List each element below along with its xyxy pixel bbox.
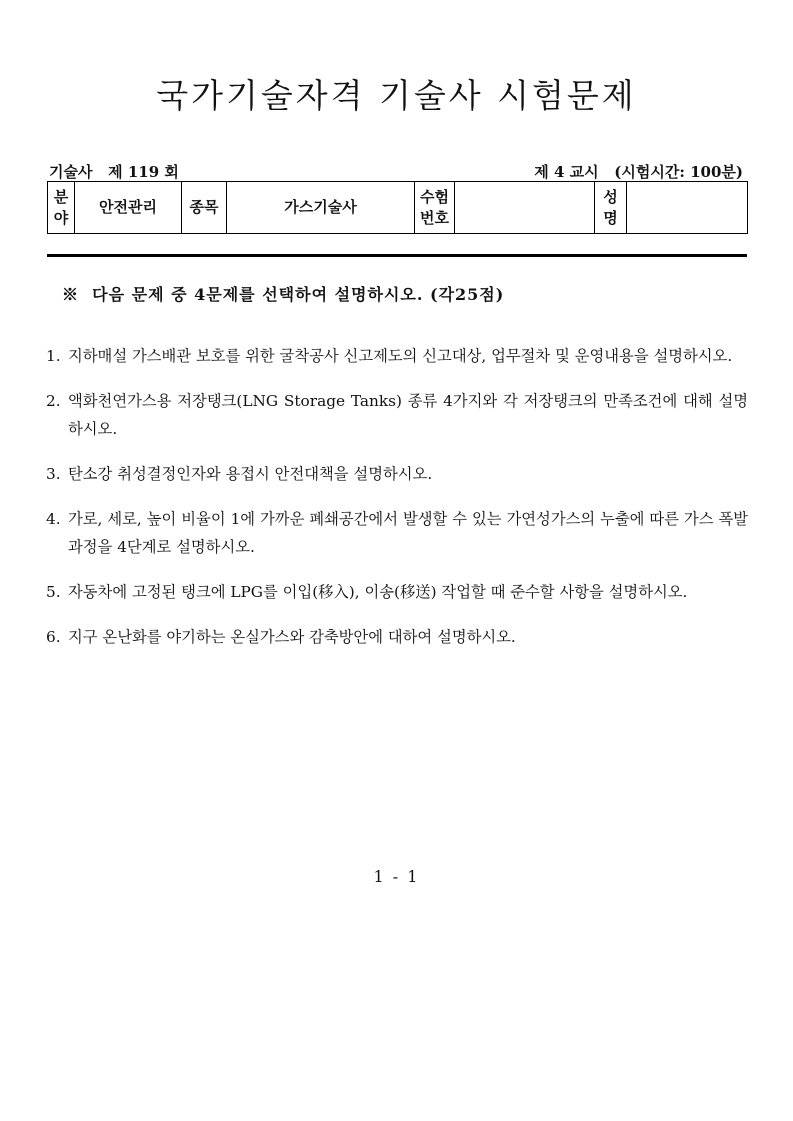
divider [47, 254, 747, 257]
page-number: 1 - 1 [373, 867, 420, 886]
question-number: 6. [46, 628, 61, 646]
exam-info-table [47, 181, 748, 234]
question-number: 4. [46, 510, 61, 528]
question-item [46, 623, 748, 651]
question-item [46, 387, 748, 443]
question-number: 2. [46, 392, 61, 410]
question-text: 자동차에 고정된 탱크에 LPG를 이입(移入), 이송(移送) 작업할 때 준수할 사항을 설명하시오. [68, 583, 688, 601]
question-text: 지구 온난화를 야기하는 온실가스와 감축방안에 대하여 설명하시오. [68, 628, 516, 646]
field-label: 분 야 [48, 182, 75, 234]
question-text: 탄소강 취성결정인자와 용접시 안전대책을 설명하시오. [68, 465, 433, 483]
item-value: 가스기술사 [227, 182, 415, 234]
question-item [46, 460, 748, 488]
exam-session: 기술사 제 119 회 [49, 163, 179, 181]
question-item [46, 505, 748, 561]
exam-number-label: 수험 번호 [415, 182, 455, 234]
question-item [46, 342, 748, 370]
exam-number-field [455, 182, 595, 234]
question-number: 5. [46, 583, 61, 601]
page-title: 국가기술자격 기술사 시험문제 [156, 76, 637, 115]
name-field [627, 182, 748, 234]
question-text: 가로, 세로, 높이 비율이 1에 가까운 폐쇄공간에서 발생할 수 있는 가연성가스의 누출에 따른 가스 폭발 과정을 4단계로 설명하시오. [68, 510, 748, 556]
question-number: 1. [46, 347, 61, 365]
question-number: 3. [46, 465, 61, 483]
question-item [46, 578, 748, 606]
name-label: 성 명 [595, 182, 627, 234]
field-value: 안전관리 [75, 182, 182, 234]
question-text: 액화천연가스용 저장탱크(LNG Storage Tanks) 종류 4가지와 각 저장탱크의 만족조건에 대해 설명하시오. [68, 392, 748, 438]
question-list [46, 342, 748, 668]
exam-period: 제 4 교시 (시험시간: 100분) [534, 163, 743, 181]
instruction-text: ※ 다음 문제 중 4문제를 선택하여 설명하시오. (각25점) [62, 285, 505, 304]
item-label: 종목 [182, 182, 227, 234]
question-text: 지하매설 가스배관 보호를 위한 굴착공사 신고제도의 신고대상, 업무절차 및 운영내용을 설명하시오. [68, 347, 733, 365]
